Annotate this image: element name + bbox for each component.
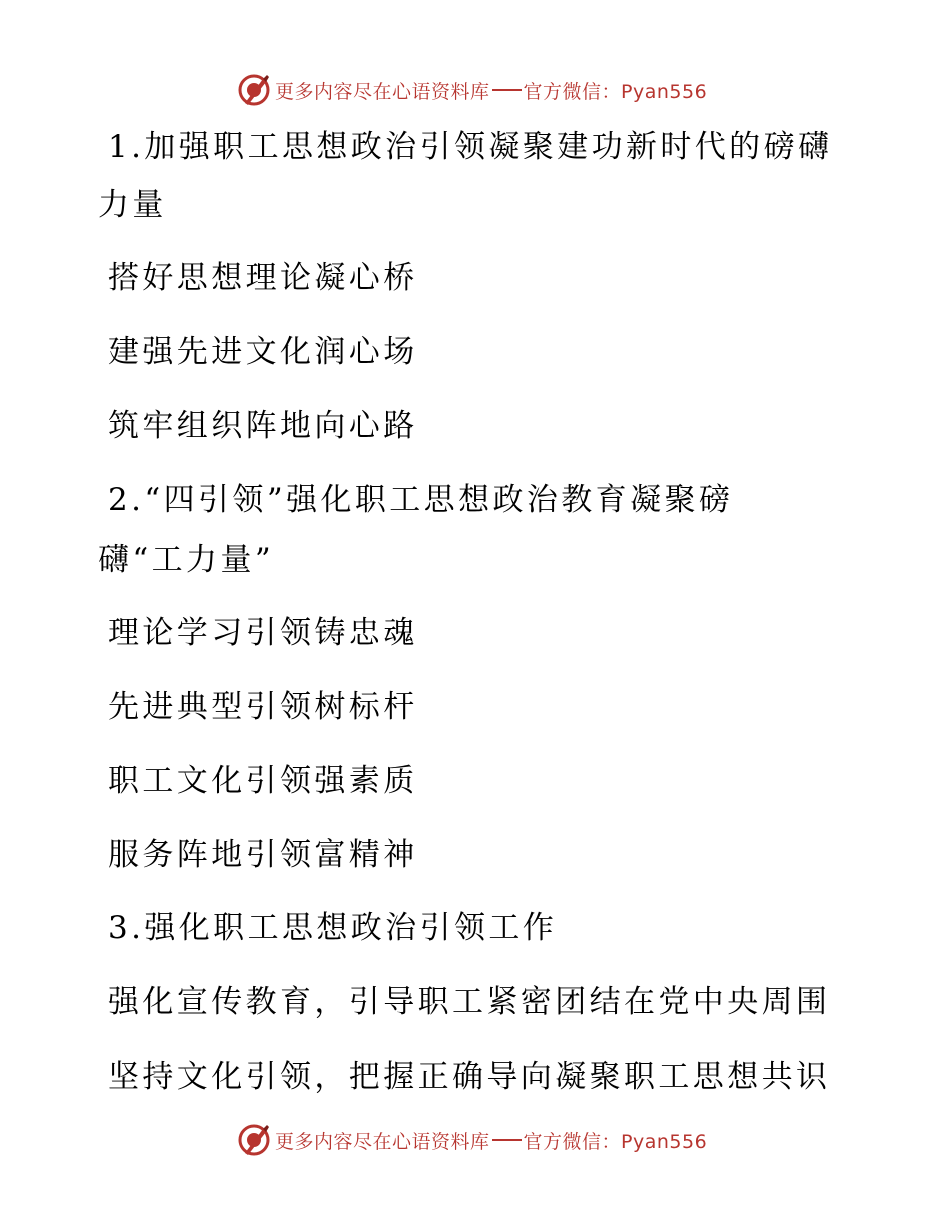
watermark-dash [492, 1139, 522, 1141]
header-watermark [237, 72, 707, 108]
footer-watermark [237, 1122, 707, 1158]
section-1-item: 建强先进文化润心场 [108, 334, 418, 370]
pen-logo-icon [237, 1123, 271, 1157]
section-2-item: 服务阵地引领富精神 [108, 837, 418, 873]
watermark-dash [492, 89, 522, 91]
section-3-item: 坚持文化引领，把握正确导向凝聚职工思想共识 [108, 1059, 831, 1095]
section-3-item: 强化宣传教育，引导职工紧密团结在党中央周围 [108, 984, 831, 1020]
pen-logo-icon [237, 73, 271, 107]
section-1-item: 筑牢组织阵地向心路 [108, 408, 418, 444]
watermark-suffix: 官方微信：Pyan556 [523, 1130, 708, 1153]
section-2-item: 职工文化引领强素质 [108, 763, 418, 799]
section-1-title: 1.加强职工思想政治引领凝聚建功新时代的磅礴 [108, 129, 833, 165]
section-3-title: 3.强化职工思想政治引领工作 [108, 910, 558, 946]
section-2-title-cont: 礴“工力量” [98, 542, 275, 578]
section-1-title-cont: 力量 [98, 187, 167, 223]
watermark-suffix: 官方微信：Pyan556 [523, 80, 708, 103]
watermark-text: 更多内容尽在心语资料库 [275, 80, 490, 103]
section-2-title: 2.“四引领”强化职工思想政治教育凝聚磅 [108, 482, 734, 518]
section-1-item: 搭好思想理论凝心桥 [108, 260, 418, 296]
section-2-item: 理论学习引领铸忠魂 [108, 615, 418, 651]
section-2-item: 先进典型引领树标杆 [108, 689, 418, 725]
watermark-text: 更多内容尽在心语资料库 [275, 1130, 490, 1153]
